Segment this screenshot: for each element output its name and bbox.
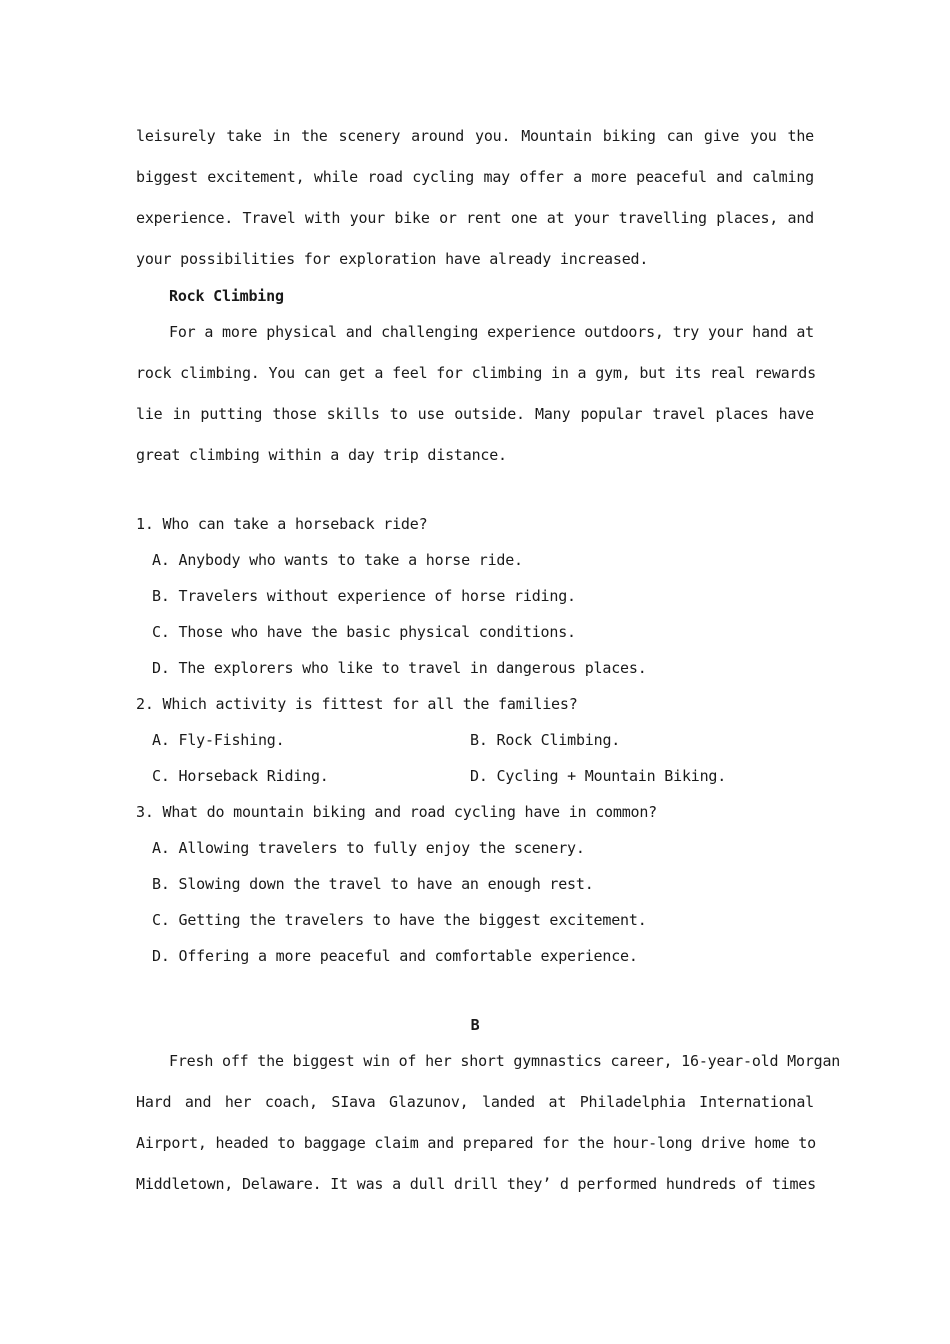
paragraph-line: Middletown, Delaware. It was a dull drill they’ d performed hundreds of times	[136, 1175, 816, 1193]
answer-option: C. Getting the travelers to have the biggest excitement.	[152, 911, 647, 929]
answer-option: D. Offering a more peaceful and comfortable experience.	[152, 947, 638, 965]
section-b-label: B	[470, 1016, 480, 1034]
answer-option: B. Rock Climbing.	[470, 731, 621, 749]
paragraph-line: For a more physical and challenging experience outdoors, try your hand at	[169, 323, 814, 341]
answer-option: C. Those who have the basic physical conditions.	[152, 623, 576, 641]
answer-option: A. Anybody who wants to take a horse ride.	[152, 551, 523, 569]
paragraph-line: Airport, headed to baggage claim and prepared for the hour-long drive home to	[136, 1134, 816, 1152]
question-stem: 3. What do mountain biking and road cycling have in common?	[136, 803, 658, 821]
paragraph-line: leisurely take in the scenery around you. Mountain biking can give you the	[136, 127, 814, 145]
answer-option: C. Horseback Riding.	[152, 767, 329, 785]
paragraph-line: Fresh off the biggest win of her short gymnastics career, 16-year-old Morgan	[169, 1052, 841, 1070]
question-stem: 1. Who can take a horseback ride?	[136, 515, 428, 533]
answer-option: D. The explorers who like to travel in dangerous places.	[152, 659, 647, 677]
paragraph-line: Hard and her coach, SIava Glazunov, landed at Philadelphia International	[136, 1093, 814, 1111]
question-stem: 2. Which activity is fittest for all the families?	[136, 695, 578, 713]
rock-climbing-heading: Rock Climbing	[169, 287, 284, 305]
answer-option: B. Travelers without experience of horse riding.	[152, 587, 576, 605]
paragraph-line: lie in putting those skills to use outside. Many popular travel places have	[136, 405, 814, 423]
answer-option: A. Fly-Fishing.	[152, 731, 285, 749]
paragraph-line: rock climbing. You can get a feel for climbing in a gym, but its real rewards	[136, 364, 816, 382]
paragraph-line: biggest excitement, while road cycling may offer a more peaceful and calming	[136, 168, 814, 186]
paragraph-line: experience. Travel with your bike or rent one at your travelling places, and	[136, 209, 814, 227]
paragraph-line: your possibilities for exploration have already increased.	[136, 250, 649, 268]
paragraph-line: great climbing within a day trip distance.	[136, 446, 507, 464]
answer-option: D. Cycling + Mountain Biking.	[470, 767, 727, 785]
answer-option: A. Allowing travelers to fully enjoy the scenery.	[152, 839, 585, 857]
answer-option: B. Slowing down the travel to have an enough rest.	[152, 875, 594, 893]
